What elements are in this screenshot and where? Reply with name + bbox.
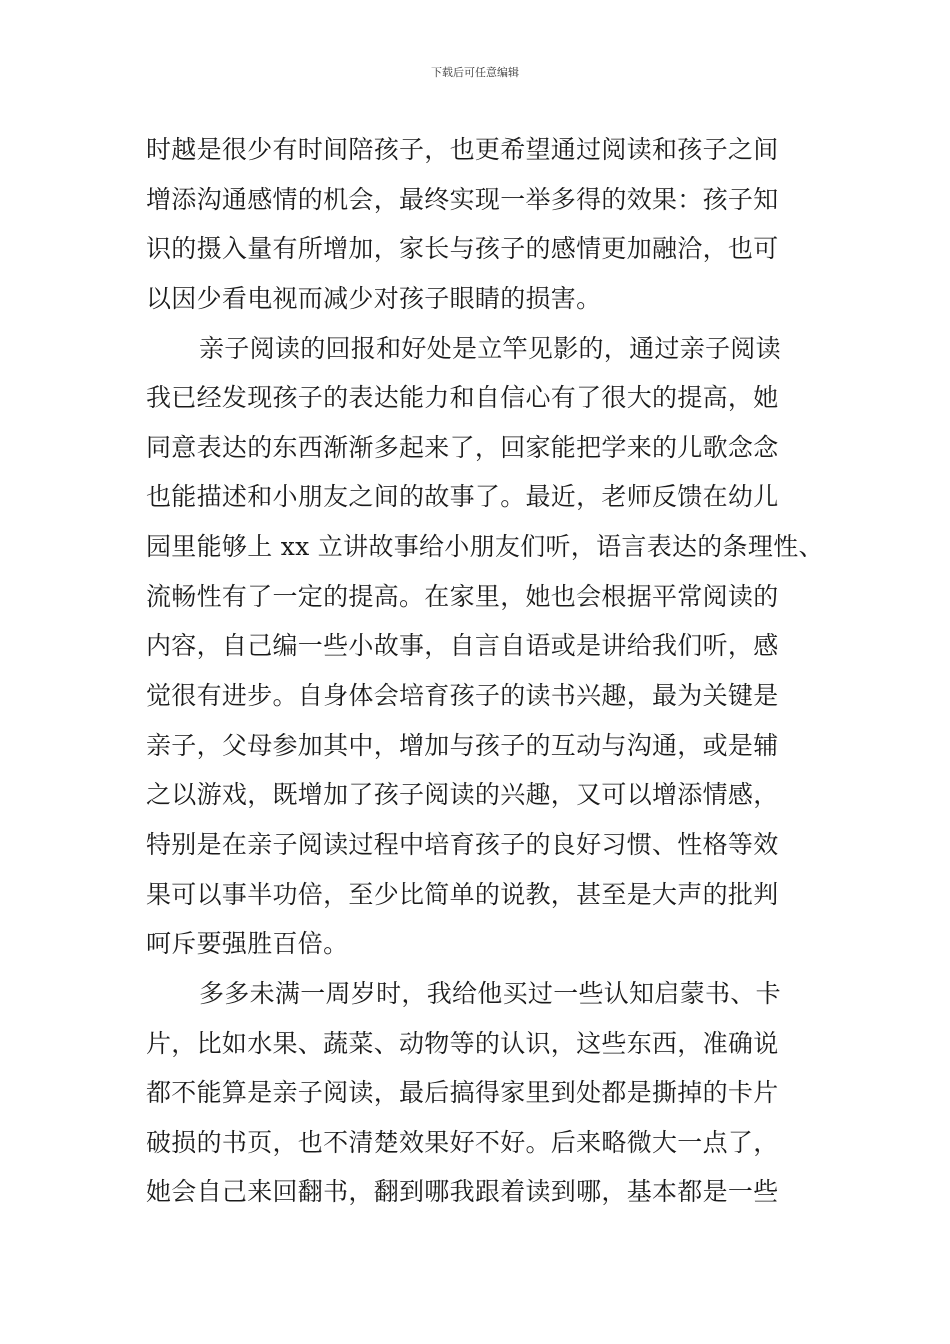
text-line: 之以游戏，既增加了孩子阅读的兴趣，又可以增添情感， xyxy=(146,780,779,810)
text-line: 片，比如水果、蔬菜、动物等的认识，这些东西，准确说 xyxy=(146,1028,779,1058)
text-line: 增添沟通感情的机会，最终实现一举多得的效果：孩子知 xyxy=(146,184,779,214)
text-line: 她会自己来回翻书，翻到哪我跟着读到哪，基本都是一些 xyxy=(146,1177,779,1207)
text-line: 也能描述和小朋友之间的故事了。最近，老师反馈在幼儿 xyxy=(146,482,779,512)
text-line: 以因少看电视而减少对孩子眼睛的损害。 xyxy=(146,283,602,313)
text-line: 时越是很少有时间陪孩子，也更希望通过阅读和孩子之间 xyxy=(146,135,779,164)
text-line: 亲子，父母参加其中，增加与孩子的互动与沟通，或是辅 xyxy=(146,730,779,760)
text-line: 识的摄入量有所增加，家长与孩子的感情更加融洽，也可 xyxy=(146,234,779,264)
text-line: 我已经发现孩子的表达能力和自信心有了很大的提高，她 xyxy=(146,383,779,413)
text-line: 破损的书页，也不清楚效果好不好。后来略微大一点了， xyxy=(146,1127,779,1157)
text-line: 特别是在亲子阅读过程中培育孩子的良好习惯、性格等效 xyxy=(146,829,779,859)
document-body xyxy=(146,125,826,1217)
paragraph-start-line: 多多未满一周岁时，我给他买过一些认知启蒙书、卡 xyxy=(199,978,781,1008)
text-line: 都不能算是亲子阅读，最后搞得家里到处都是撕掉的卡片 xyxy=(146,1078,779,1108)
text-line: 流畅性有了一定的提高。在家里，她也会根据平常阅读的 xyxy=(146,581,779,611)
text-line: 内容，自己编一些小故事，自言自语或是讲给我们听，感 xyxy=(146,631,779,661)
text-line: 同意表达的东西渐渐多起来了，回家能把学来的儿歌念念 xyxy=(146,432,779,462)
text-line: 果可以事半功倍，至少比简单的说教，甚至是大声的批判 xyxy=(146,879,779,909)
text-line: 园里能够上 xx 立讲故事给小朋友们听，语言表达的条理性、 xyxy=(146,532,824,562)
paragraph-start-line: 亲子阅读的回报和好处是立竿见影的，通过亲子阅读 xyxy=(199,333,781,363)
page-header-note: 下载后可任意编辑 xyxy=(431,66,519,79)
text-line: 呵斥要强胜百倍。 xyxy=(146,929,349,959)
text-line: 觉很有进步。自身体会培育孩子的读书兴趣，最为关键是 xyxy=(146,681,779,711)
